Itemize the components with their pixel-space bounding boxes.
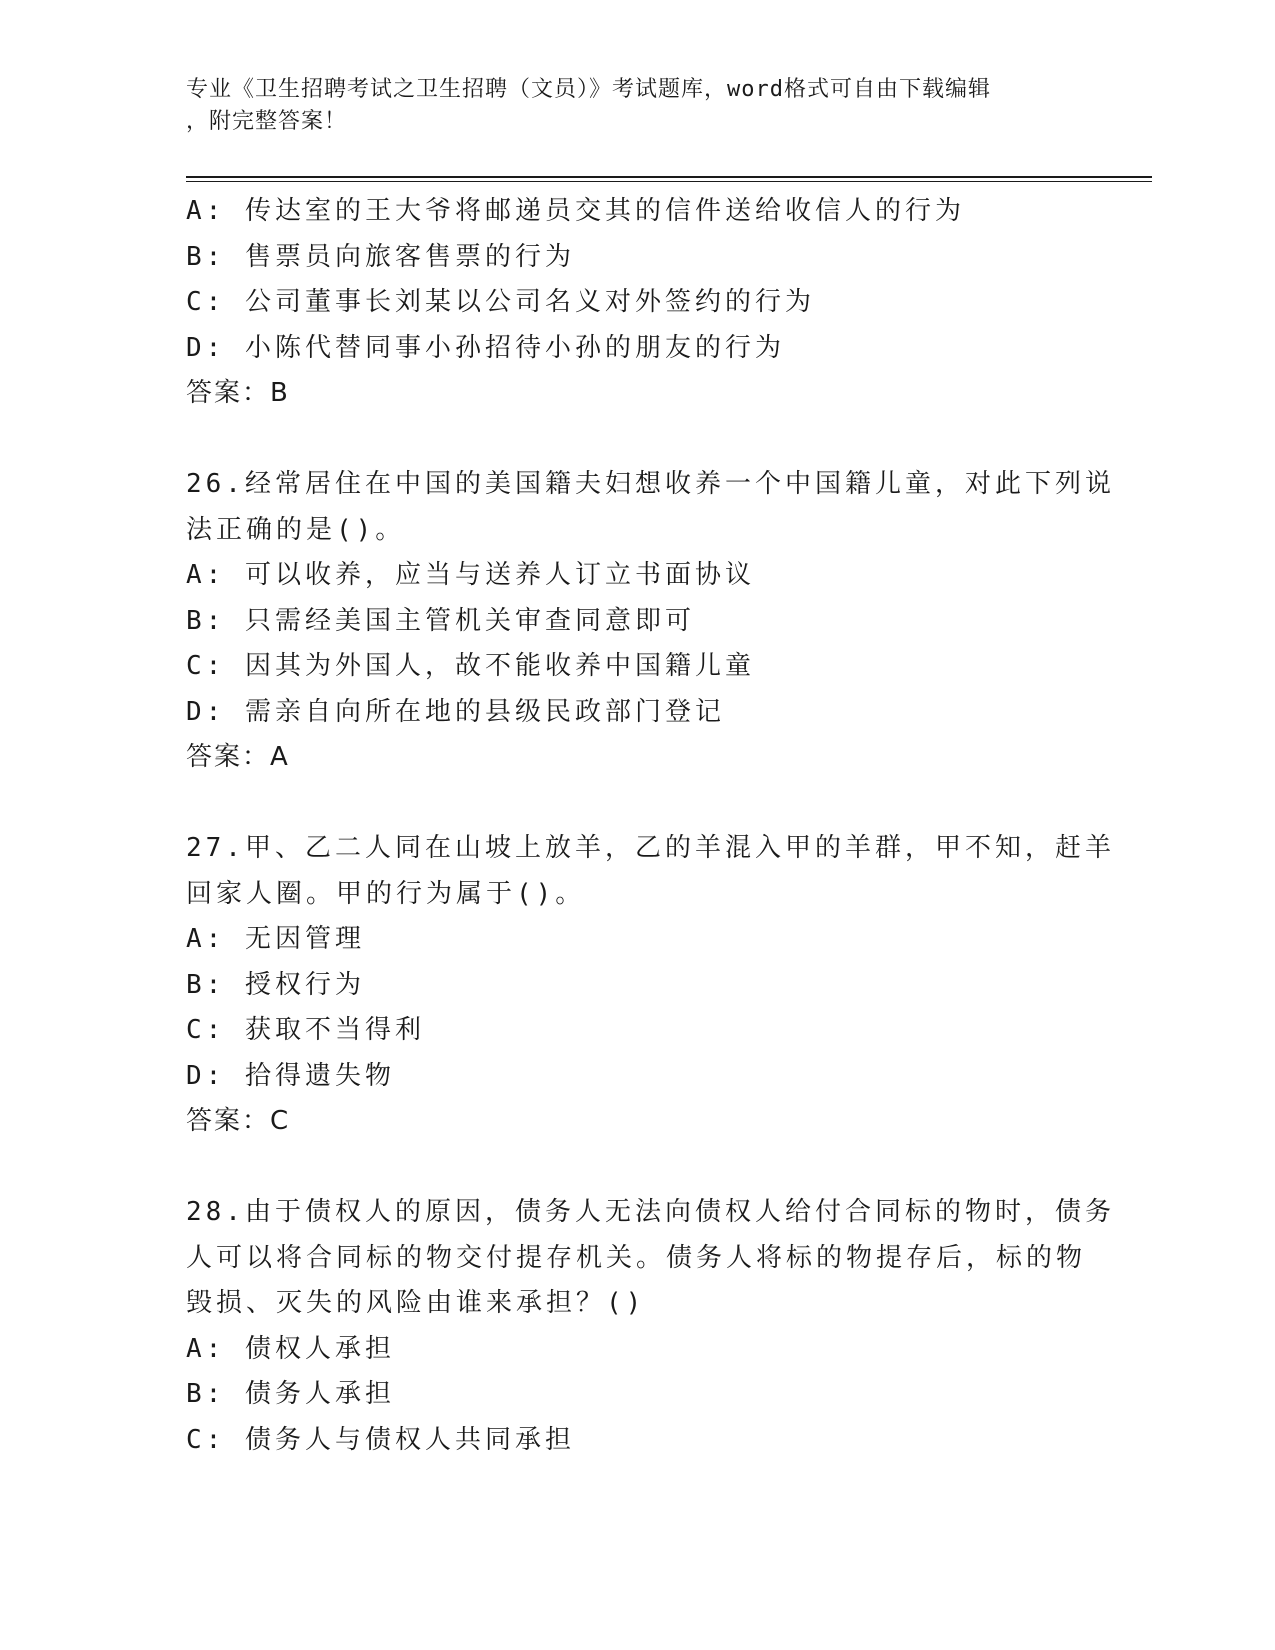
header-divider-thin [186, 181, 1152, 182]
option-a: A: 无因管理 [186, 924, 365, 954]
header-divider-thick [186, 176, 1152, 178]
option-a: A: 传达室的王大爷将邮递员交其的信件送给收信人的行为 [186, 196, 965, 226]
option-b: B: 售票员向旅客售票的行为 [186, 241, 575, 272]
option-c: C: 债务人与债权人共同承担 [186, 1424, 575, 1455]
option-b: B: 授权行为 [186, 969, 365, 1000]
option-d: D: 拾得遗失物 [186, 1060, 395, 1091]
option-d: D: 需亲自向所在地的县级民政部门登记 [186, 696, 725, 727]
question-27 [186, 826, 1115, 1145]
option-a: A: 债权人承担 [186, 1333, 395, 1364]
option-c: C: 公司董事长刘某以公司名义对外签约的行为 [186, 287, 815, 317]
question-25 [186, 189, 1086, 417]
option-c: C: 获取不当得利 [186, 1015, 425, 1045]
option-b: B: 债务人承担 [186, 1379, 395, 1409]
spacer [186, 417, 1086, 463]
question-stem-line: 27.甲、乙二人同在山坡上放羊，乙的羊混入甲的羊群，甲不知，赶羊 [186, 833, 1115, 863]
option-a: A: 可以收养，应当与送养人订立书面协议 [186, 560, 755, 590]
question-stem-line: 法正确的是()。 [186, 514, 406, 545]
question-stem-line: 毁损、灭失的风险由谁来承担？() [186, 1288, 646, 1318]
question-26 [186, 462, 1115, 781]
answer-line: 答案：C [186, 1106, 291, 1136]
question-stem-line: 26.经常居住在中国的美国籍夫妇想收养一个中国籍儿童，对此下列说 [186, 469, 1115, 499]
header-line-1: 专业《卫生招聘考试之卫生招聘（文员）》考试题库，word格式可自由下载编辑 [186, 77, 991, 102]
header-line-2: ，附完整答案！ [186, 109, 348, 134]
question-28 [186, 1190, 1115, 1463]
option-c: C: 因其为外国人，故不能收养中国籍儿童 [186, 651, 755, 681]
spacer [186, 781, 1086, 827]
option-b: B: 只需经美国主管机关审查同意即可 [186, 605, 695, 636]
question-stem-line: 28.由于债权人的原因，债务人无法向债权人给付合同标的物时，债务 [186, 1197, 1115, 1227]
question-stem-line: 人可以将合同标的物交付提存机关。债务人将标的物提存后，标的物 [186, 1242, 1087, 1273]
answer-line: 答案：A [186, 742, 290, 772]
answer-line: 答案：B [186, 378, 290, 408]
document-header [186, 74, 1086, 138]
spacer [186, 1145, 1086, 1191]
option-d: D: 小陈代替同事小孙招待小孙的朋友的行为 [186, 332, 785, 363]
question-list [186, 189, 1115, 1463]
question-stem-line: 回家人圈。甲的行为属于()。 [186, 878, 586, 909]
